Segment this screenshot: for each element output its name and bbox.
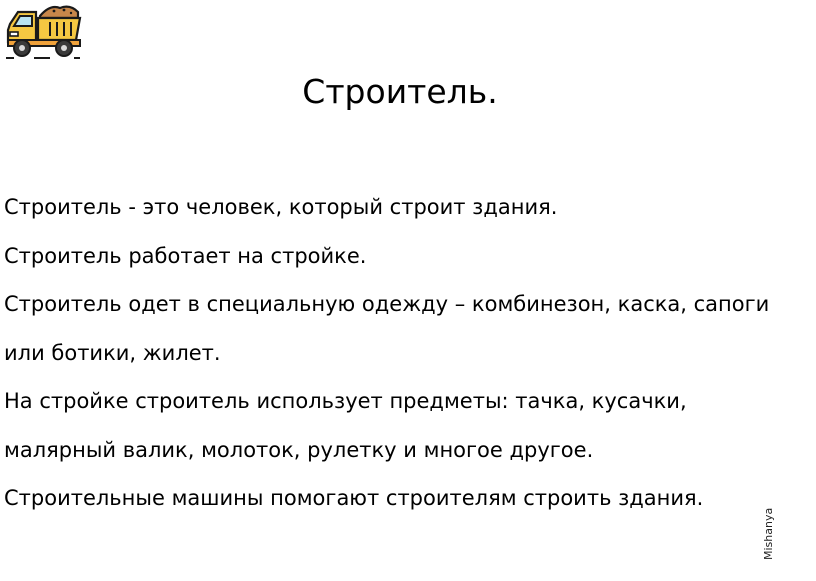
- page-title: Строитель.: [302, 72, 498, 111]
- dump-truck-icon: [4, 2, 82, 60]
- text-line: малярный валик, молоток, рулетку и многое другое.: [4, 437, 594, 462]
- text-line: Строитель одет в специальную одежду – комбинезон, каска, сапоги: [4, 292, 770, 316]
- body-text: [4, 187, 804, 527]
- text-line: Строитель - это человек, который строит здания.: [4, 195, 558, 219]
- text-line: Строительные машины помогают строителям строить здания.: [4, 486, 704, 510]
- text-line: На стройке строитель использует предметы: тачка, кусачки,: [4, 389, 687, 413]
- text-line: или ботики, жилет.: [4, 340, 221, 365]
- text-line: Строитель работает на стройке.: [4, 243, 367, 268]
- author-watermark: Mishanya: [762, 507, 775, 560]
